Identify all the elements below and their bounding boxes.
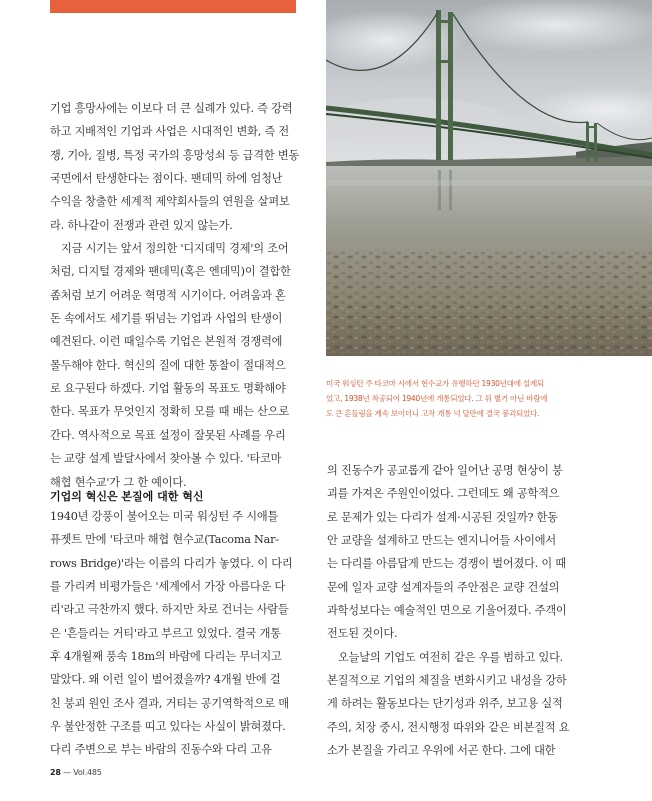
body-line: 다리 주변으로 부는 바람의 진동수와 다리 고유 xyxy=(50,743,272,757)
body-line: 게 하려는 활동보다는 단기성과 위주, 보고용 실적 xyxy=(327,697,563,711)
tacoma-narrows-bridge-photo xyxy=(326,0,652,356)
left-column-lower xyxy=(50,505,304,762)
body-line: 는 다리를 아름답게 만드는 경쟁이 벌어졌다. 이 때 xyxy=(327,557,566,571)
body-line: 몰두해야 한다. 혁신의 질에 대한 통찰이 절대적으 xyxy=(50,358,286,372)
body-line: 안 교량을 설계하고 만드는 엔지니어들 사이에서 xyxy=(327,534,556,548)
body-line: 과학성보다는 예술적인 면으로 기울어졌다. 주객이 xyxy=(327,604,567,618)
body-line: 는 교량 설계 발달사에서 찾아볼 수 있다. '타코마 xyxy=(50,452,282,466)
body-line: 전도된 것이다. xyxy=(327,627,398,641)
body-line: 은 '흔들리는 거티'라고 부르고 있었다. 결국 개통 xyxy=(50,626,281,640)
body-line: 한다. 목표가 무엇인지 정확히 모를 때 배는 산으로 xyxy=(50,405,289,419)
top-accent-bar xyxy=(50,0,296,13)
body-line: 문에 일자 교량 설계자들의 주안점은 교량 건설의 xyxy=(327,580,560,594)
body-line: 친 붕괴 원인 조사 결과, 거티는 공기역학적으로 매 xyxy=(50,696,289,710)
body-line: 처럼, 디지털 경제와 팬데믹(혹은 엔데믹)이 결합한 xyxy=(50,265,291,279)
body-line: 쟁, 기아, 질병, 특정 국가의 흥망성쇠 등 급격한 변동 xyxy=(50,148,300,162)
body-line: 주의, 치장 중시, 전시행정 따위와 같은 비본질적 요 xyxy=(327,720,570,734)
body-line: 돈 속에서도 세기를 뛰넘는 기업과 사업의 탄생이 xyxy=(50,312,283,326)
page-number: 28 xyxy=(50,768,61,777)
body-line: 하고 지배적인 기업과 사업은 시대적인 변화, 즉 전 xyxy=(50,125,289,139)
body-line: 퓨젯트 만에 '타코마 해협 현수교(Tacoma Nar- xyxy=(50,533,279,547)
body-line: 우 불안정한 구조를 띠고 있다는 사실이 밝혀졌다. xyxy=(50,720,286,734)
body-line: 를 가리켜 비평가들은 '세계에서 가장 아름다운 다 xyxy=(50,580,286,594)
body-line: 오늘날의 기업도 여전히 같은 우를 범하고 있다. xyxy=(338,650,564,664)
body-line: rows Bridge)'라는 이름의 다리가 놓였다. 이 다리 xyxy=(50,556,293,570)
body-line: 지금 시기는 앞서 정의한 '디지데믹 경제'의 조어 xyxy=(61,242,289,256)
body-line: 수익을 창출한 세계적 제약회사들의 연원을 살펴보 xyxy=(50,195,290,209)
body-line: 예견된다. 이런 때일수록 기업은 본원적 경쟁력에 xyxy=(50,335,283,349)
body-line: 말았다. 왜 이런 일이 벌어졌을까? 4개월 반에 걸 xyxy=(50,673,281,687)
right-column xyxy=(327,459,577,762)
section-heading: 기업의 혁신은 본질에 대한 혁신 xyxy=(50,490,204,503)
body-line: 의 진동수가 공교롭게 같아 일어난 공명 현상이 붕 xyxy=(327,464,563,477)
left-column xyxy=(50,97,304,494)
body-line: 라. 하나같이 전쟁과 관련 있지 않는가. xyxy=(50,218,233,232)
body-line: 기업 흥망사에는 이보다 더 큰 실례가 있다. 즉 강력 xyxy=(50,102,293,115)
caption-line: 도 큰 흔들림을 계속 보이더니 고작 개통 넉 달만에 결국 붕괴되었다. xyxy=(326,409,540,418)
page-footer xyxy=(50,768,102,777)
body-line: 국면에서 탄생한다는 점이다. 팬데믹 하에 엄청난 xyxy=(50,172,283,186)
body-line: 1940년 강풍이 불어오는 미국 워싱턴 주 시애틀 xyxy=(50,510,279,523)
footer-dash: — xyxy=(63,768,74,777)
body-line: 해협 현수교'가 그 한 예이다. xyxy=(50,475,187,489)
body-line: 본질적으로 기업의 체질을 변화시키고 내성을 강하 xyxy=(327,674,567,688)
photo-caption xyxy=(326,376,626,421)
body-line: 간다. 역사적으로 목표 설정이 잘못된 사례를 우리 xyxy=(50,428,286,442)
caption-line: 미국 워싱턴 주 타코마 시에서 현수교가 유행하던 1930년대에 설계되 xyxy=(326,379,544,388)
body-line: 리'라고 극찬까지 했다. 하지만 차로 건너는 사람들 xyxy=(50,603,289,617)
caption-line: 었고, 1938년 착공되어 1940년에 개통되었다. 그 뒤 별거 아닌 바람에 xyxy=(326,394,548,403)
body-line: 좀처럼 보기 어려운 혁명적 시기이다. 어려움과 혼 xyxy=(50,288,286,302)
volume-label: Vol.485 xyxy=(73,768,102,777)
body-line: 후 4개월째 풍속 18m의 바람에 다리는 무너지고 xyxy=(50,650,282,664)
body-line: 로 요구된다 하겠다. 기업 활동의 목표도 명확해야 xyxy=(50,382,286,396)
body-line: 괴를 가져온 주원인이었다. 그런데도 왜 공학적으 xyxy=(327,487,560,501)
body-line: 로 문제가 있는 다리가 설계·시공된 것일까? 한동 xyxy=(327,510,558,524)
body-line: 소가 본질을 가리고 우위에 서곤 한다. 그에 대한 xyxy=(327,744,556,758)
